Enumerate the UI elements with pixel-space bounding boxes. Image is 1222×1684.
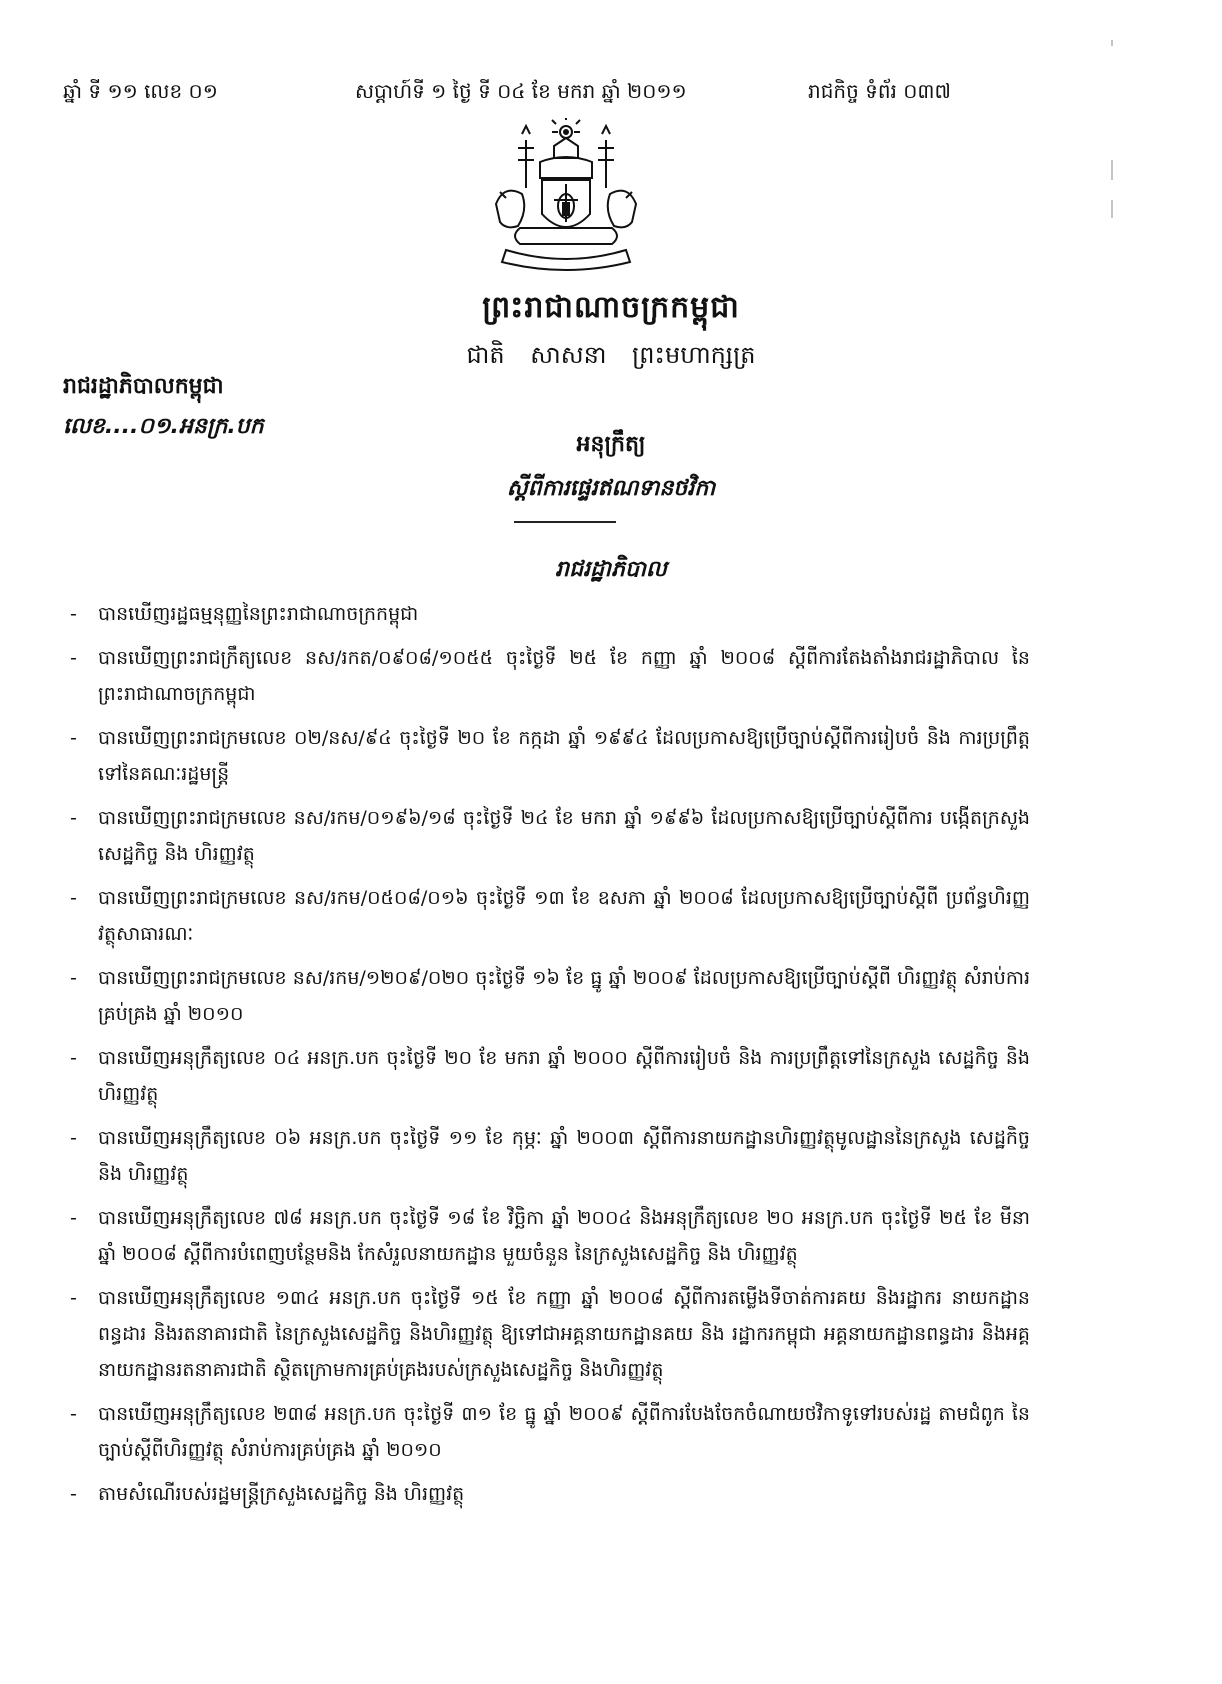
reference-number: លេខ....០១.អនក្រ.បក	[63, 414, 264, 439]
list-marker: -	[70, 1127, 77, 1149]
list-marker: -	[70, 1207, 77, 1229]
list-item-text: បានឃើញរដ្ឋធម្មនុញ្ញនៃព្រះរាជាណាចក្រកម្ពុជា	[98, 603, 419, 625]
list-marker: -	[70, 1287, 77, 1309]
list-marker: -	[70, 1483, 77, 1505]
list-marker: -	[70, 603, 77, 625]
list-marker: -	[70, 1403, 77, 1425]
list-item-text: បានឃើញអនុក្រឹត្យលេខ ២៣៨ អនក្រ.បក ចុះថ្ងៃទី ៣១ ខែ ធ្នូ ឆ្នាំ ២០០៩ ស្តីពីការបែងចែកចំណាយថវិកាទូទៅរបស់រដ្ឋ តាមជំពូក នៃច្បាប់ស្តីពីហិរញ្ញវត្ថុ សំរាប់ការគ្រប់គ្រង ឆ្នាំ ២០១០	[98, 1403, 1030, 1461]
list-item	[70, 1396, 1030, 1468]
list-item-text: បានឃើញព្រះរាជក្រមលេខ នស/រកម/០១៩៦/១៨ ចុះថ្ងៃទី ២៤ ខែ មករា ឆ្នាំ ១៩៩៦ ដែលប្រកាសឱ្យប្រើច្បាប់ស្តីពីការ បង្កើតក្រសួងសេដ្ឋកិច្ច និង ហិរញ្ញវត្ថុ	[98, 807, 1030, 865]
list-item	[70, 1120, 1030, 1192]
list-item-text: បានឃើញព្រះរាជក្រមលេខ នស/រកម/១២០៩/០២០ ចុះថ្ងៃទី ១៦ ខែ ធ្នូ ឆ្នាំ ២០០៩ ដែលប្រកាសឱ្យប្រើច្បាប់ស្តីពី ហិរញ្ញវត្ថុ សំរាប់ការគ្រប់គ្រង ឆ្នាំ ២០១០	[98, 967, 1030, 1025]
list-item	[70, 1476, 1030, 1512]
document-type: អនុក្រឹត្យ	[576, 432, 646, 457]
list-item	[70, 1280, 1030, 1388]
divider	[514, 521, 616, 523]
list-item	[70, 960, 1030, 1032]
list-marker: -	[70, 967, 77, 989]
list-item-text: បានឃើញព្រះរាជក្រមលេខ ០២/នស/៩៤ ចុះថ្ងៃទី ២០ ខែ កក្កដា ឆ្នាំ ១៩៩៤ ដែលប្រកាសឱ្យប្រើច្បាប់ស្តីពីការរៀបចំ និង ការប្រព្រឹត្តទៅនៃគណៈរដ្ឋមន្ត្រី	[98, 727, 1030, 785]
list-marker: -	[70, 807, 77, 829]
header-week-date: សប្តាហ៍ទី ១ ថ្ងៃ ទី ០៤ ខែ មករា ឆ្នាំ ២០១១	[355, 79, 687, 103]
header-gazette-page: រាជកិច្ច ទំព័រ ០៣៧	[808, 79, 951, 103]
list-item	[70, 1040, 1030, 1112]
recitals-list	[70, 596, 1030, 1520]
list-item-text: បានឃើញអនុក្រឹត្យលេខ ០៦ អនក្រ.បក ចុះថ្ងៃទី ១១ ខែ កុម្ភៈ ឆ្នាំ ២០០៣ ស្តីពីការនាយកដ្ឋានហិរញ្ញវត្ថុមូលដ្ឋាននៃក្រសួង សេដ្ឋកិច្ច និង ហិរញ្ញវត្ថុ	[98, 1127, 1030, 1185]
national-motto: ជាតិ សាសនា ព្រះមហាក្សត្រ	[466, 341, 756, 369]
list-item	[70, 720, 1030, 792]
list-marker: -	[70, 727, 77, 749]
kingdom-title: ព្រះរាជាណាចក្រកម្ពុជា	[482, 290, 740, 325]
list-item	[70, 800, 1030, 872]
government-heading: រាជរដ្ឋាភិបាល	[555, 557, 667, 582]
list-item-text: បានឃើញអនុក្រឹត្យលេខ ៧៨ អនក្រ.បក ចុះថ្ងៃទី ១៨ ខែ វិច្ឆិកា ឆ្នាំ ២០០៤ និងអនុក្រឹត្យលេខ ២០ អនក្រ.បក ចុះថ្ងៃទី ២៥ ខែ មីនា ឆ្នាំ ២០០៨ ស្តីពីការបំពេញបន្ថែមនិង កែសំរួលនាយកដ្ឋាន មួយចំនួន នៃក្រសួងសេដ្ឋកិច្ច និង ហិរញ្ញវត្ថុ	[98, 1207, 1030, 1265]
list-item	[70, 1200, 1030, 1272]
list-item-text: បានឃើញអនុក្រឹត្យលេខ ០៤ អនក្រ.បក ចុះថ្ងៃទី ២០ ខែ មករា ឆ្នាំ ២០០០ ស្តីពីការរៀបចំ និង ការប្រព្រឹត្តទៅនៃក្រសួង សេដ្ឋកិច្ច និង ហិរញ្ញវត្ថុ	[98, 1047, 1030, 1105]
government-name: រាជរដ្ឋាភិបាលកម្ពុជា	[63, 374, 224, 399]
scan-edge-marks	[1110, 40, 1114, 220]
list-item-text: តាមសំណើរបស់រដ្ឋមន្ត្រីក្រសួងសេដ្ឋកិច្ច និង ហិរញ្ញវត្ថុ	[98, 1483, 465, 1505]
list-marker: -	[70, 887, 77, 909]
royal-coat-of-arms-icon	[466, 118, 666, 278]
list-item	[70, 596, 1030, 632]
document-subject: ស្តីពីការផ្ទេរឥណទានថវិកា	[506, 476, 716, 501]
list-item-text: បានឃើញអនុក្រឹត្យលេខ ១៣៤ អនក្រ.បក ចុះថ្ងៃទី ១៥ ខែ កញ្ញា ឆ្នាំ ២០០៨ ស្តីពីការតម្លើងទីចាត់ការគយ និងរដ្ឋាករ នាយកដ្ឋានពន្ធដារ និងរតនាគារជាតិ នៃក្រសួងសេដ្ឋកិច្ច និងហិរញ្ញវត្ថុ ឱ្យទៅជាអគ្គនាយកដ្ឋានគយ និង រដ្ឋាករកម្ពុជា អគ្គនាយកដ្ឋានពន្ធដារ និងអគ្គនាយកដ្ឋានរតនាគារជាតិ ស្ថិតក្រោមការគ្រប់គ្រងរបស់ក្រសួងសេដ្ឋកិច្ច និងហិរញ្ញវត្ថុ	[98, 1287, 1030, 1381]
list-marker: -	[70, 647, 77, 669]
list-item	[70, 880, 1030, 952]
list-item-text: បានឃើញព្រះរាជក្រឹត្យលេខ នស/រកត/០៩០៨/១០៥៥ ចុះថ្ងៃទី ២៥ ខែ កញ្ញា ឆ្នាំ ២០០៨ ស្តីពីការតែងតាំងរាជរដ្ឋាភិបាល នៃព្រះរាជាណាចក្រកម្ពុជា	[98, 647, 1030, 705]
header-year-issue: ឆ្នាំ ទី ១១ លេខ ០១	[63, 79, 218, 103]
list-marker: -	[70, 1047, 77, 1069]
list-item	[70, 640, 1030, 712]
list-item-text: បានឃើញព្រះរាជក្រមលេខ នស/រកម/០៥០៨/០១៦ ចុះថ្ងៃទី ១៣ ខែ ឧសភា ឆ្នាំ ២០០៨ ដែលប្រកាសឱ្យប្រើច្បាប់ស្តីពី ប្រព័ន្ធហិរញ្ញវត្ថុសាធារណៈ	[98, 887, 1030, 945]
